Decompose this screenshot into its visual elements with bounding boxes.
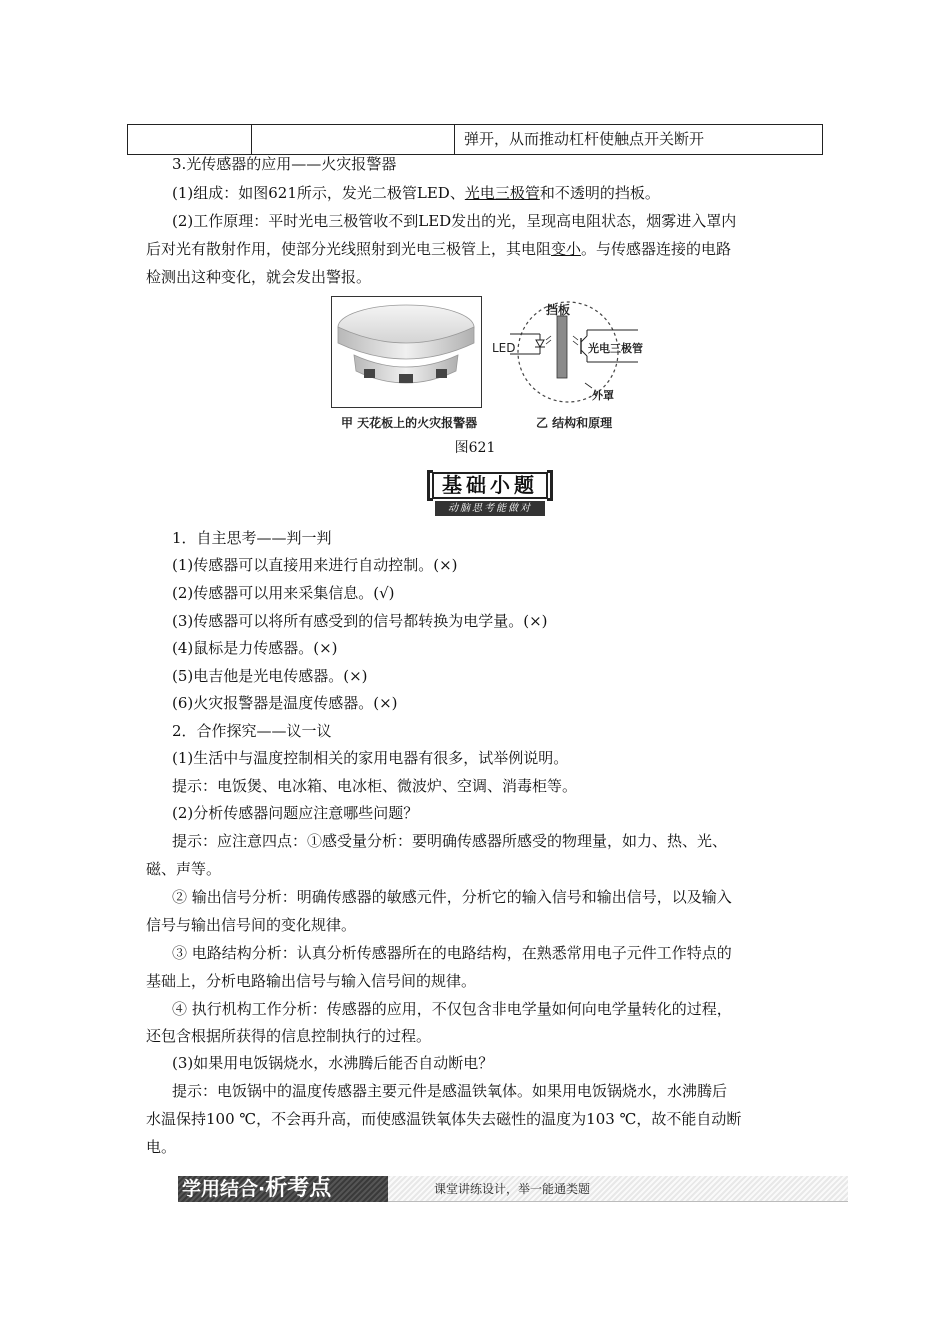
table-cell-text: 弹开，从而推动杠杆使触点开关断开 <box>464 130 705 148</box>
q1-item: (4)鼠标是力传感器。(×) <box>172 639 338 657</box>
led-label: LED <box>492 341 516 355</box>
composition-text: (1)组成：如图621所示，发光二极管LED、 <box>172 184 465 202</box>
q2-answer-2-line: ③ 电路结构分析：认真分析传感器所在的电路结构，在熟悉常用电子元件工作特点的 <box>172 944 732 962</box>
q1-item: (1)传感器可以直接用来进行自动控制。(×) <box>172 556 458 574</box>
principle-text: 后对光有散射作用，使部分光线照射到光电三极管上，其电阻 <box>146 240 552 258</box>
structure-diagram <box>488 296 660 408</box>
table-fragment <box>127 124 823 155</box>
smoke-detector-photo <box>331 296 482 408</box>
badge-subtitle: 动脑思考能做对 <box>435 501 545 516</box>
banner-title-a: 学用结合· <box>182 1178 266 1200</box>
banner-title <box>178 1176 388 1202</box>
underlined-term: 光电三极管 <box>464 184 540 202</box>
q2-answer-2-line: 提示：应注意四点：①感受量分析：要明确传感器所感受的物理量，如力、热、光、 <box>172 832 728 850</box>
table-cell-empty-1 <box>128 125 252 154</box>
q2-answer-3-line: 水温保持100 ℃，不会再升高，而使感温铁氧体失去磁性的温度为103 ℃，故不能自动断 <box>146 1110 742 1128</box>
q1-item: (3)传感器可以将所有感受到的信号都转换为电学量。(×) <box>172 612 548 630</box>
q2-answer-2-line: 基础上，分析电路输出信号与输入信号间的规律。 <box>146 972 477 990</box>
q2-answer-2-line: 磁、声等。 <box>146 860 222 878</box>
q2-question-3: (3)如果用电饭锅烧水，水沸腾后能否自动断电？ <box>172 1054 494 1072</box>
composition-paragraph <box>172 183 837 203</box>
badge-title: 基础小题 <box>432 472 548 499</box>
banner-subtitle: 课堂讲练设计，举一能通类题 <box>388 1176 848 1202</box>
banner-title-b: 析考点 <box>265 1176 332 1201</box>
principle-line-2 <box>146 239 811 259</box>
underlined-term: 变小 <box>551 240 582 258</box>
principle-line-1: (2)工作原理：平时光电三极管收不到LED发出的光，呈现高电阻状态，烟雾进入罩内 <box>172 212 737 230</box>
figure-caption-a: 甲 天花板上的火灾报警器 <box>341 416 478 430</box>
principle-line-3: 检测出这种变化，就会发出警报。 <box>146 268 372 286</box>
section-heading: 3.光传感器的应用——火灾报警器 <box>172 155 397 173</box>
q2-answer-2-line: ② 输出信号分析：明确传感器的敏感元件，分析它的输入信号和输出信号，以及输入 <box>172 888 732 906</box>
section-banner <box>178 1176 848 1202</box>
q1-item: (2)传感器可以用来采集信息。(√) <box>172 584 395 602</box>
q1-heading: 1．自主思考——判一判 <box>172 529 332 547</box>
table-cell-empty-2 <box>252 125 455 154</box>
phototransistor-label: 光电三极管 <box>588 342 643 355</box>
q2-answer-3-line: 提示：电饭锅中的温度传感器主要元件是感温铁氧体。如果用电饭锅烧水，水沸腾后 <box>172 1082 728 1100</box>
q2-answer-3-line: 电。 <box>146 1138 177 1156</box>
q2-answer-2-line: 还包含根据所获得的信息控制执行的过程。 <box>146 1027 432 1045</box>
figure-caption-b: 乙 结构和原理 <box>536 416 613 430</box>
q2-answer-2-line: 信号与输出信号间的变化规律。 <box>146 916 357 934</box>
baffle-shape <box>557 316 567 378</box>
section-badge <box>427 470 553 518</box>
baffle-label: 挡板 <box>546 303 571 317</box>
q1-item: (6)火灾报警器是温度传感器。(×) <box>172 694 398 712</box>
q2-answer-2-line: ④ 执行机构工作分析：传感器的应用，不仅包含非电学量如何向电学量转化的过程， <box>172 1000 732 1018</box>
composition-text-end: 和不透明的挡板。 <box>539 184 660 202</box>
q2-question-2: (2)分析传感器问题应注意哪些问题？ <box>172 804 419 822</box>
q2-question-1: (1)生活中与温度控制相关的家用电器有很多，试举例说明。 <box>172 749 569 767</box>
figure-number: 图621 <box>454 440 496 456</box>
principle-text-end: 。与传感器连接的电路 <box>581 240 732 258</box>
q1-item: (5)电吉他是光电传感器。(×) <box>172 667 368 685</box>
q2-heading: 2．合作探究——议一议 <box>172 722 332 740</box>
cover-label: 外罩 <box>592 389 614 402</box>
q2-answer-1: 提示：电饭煲、电冰箱、电冰柜、微波炉、空调、消毒柜等。 <box>172 777 578 795</box>
